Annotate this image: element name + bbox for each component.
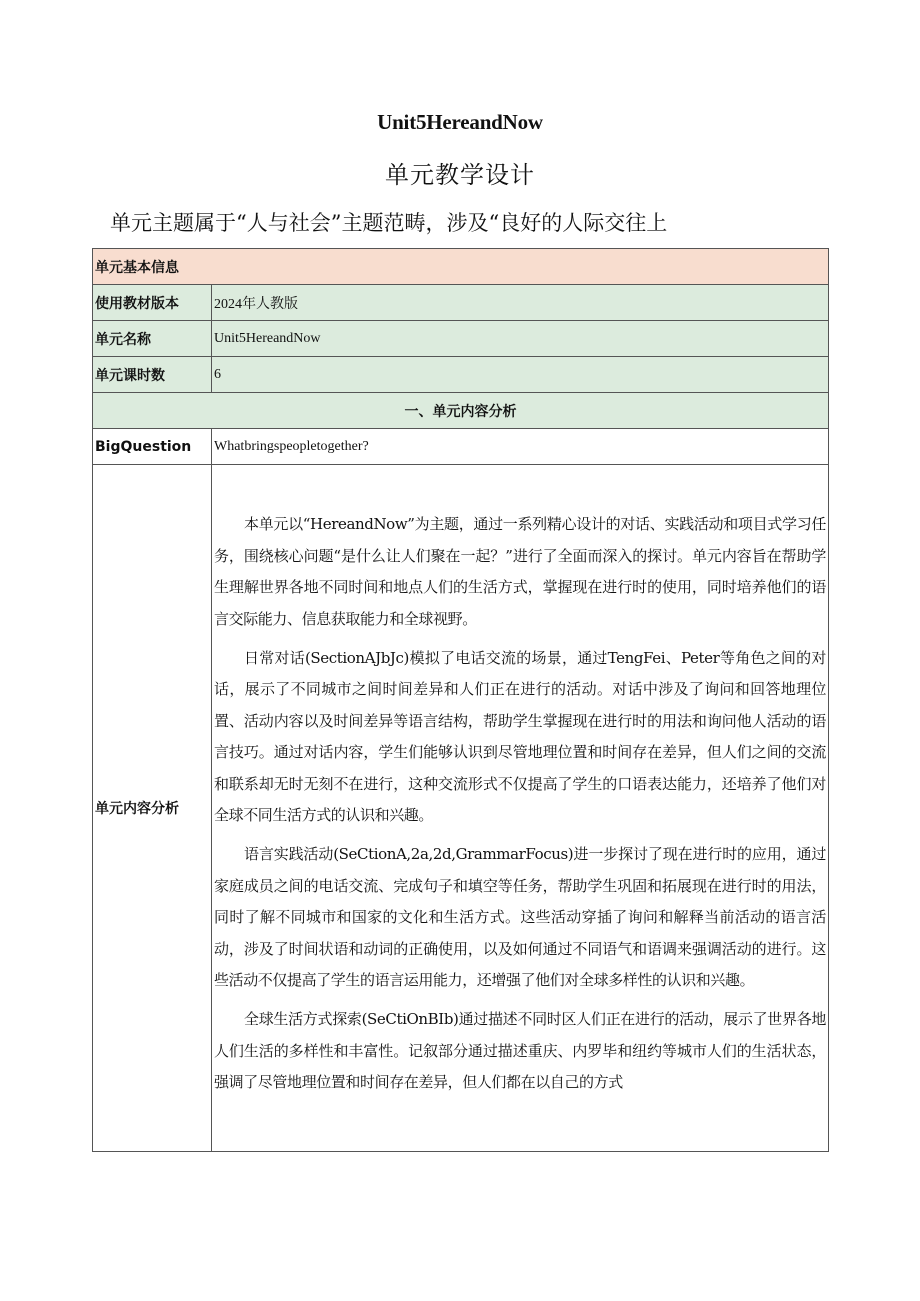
big-question-value: Whatbringspeopletogether? [212, 429, 829, 465]
row-unit-name [93, 321, 829, 357]
basic-info-label: 单元基本信息 [93, 249, 829, 285]
document-title-en: Unit5HereandNow [377, 110, 543, 134]
content-paragraph: 语言实践活动(SeCtionA,2a,2d,GrammarFocus)进一步探讨了现在进行时的应用，通过家庭成员之间的电话交流、完成句子和填空等任务，帮助学生巩固和拓展现在进行时的用法，同时了解不同城市和国家的文化和生活方式。这些活动穿插了询问和解释当前活动的语言活动，涉及了时间状语和动词的正确使用，以及如何通过不同语气和语调来强调活动的进行。这些活动不仅提高了学生的语言运用能力，还增强了他们对全球多样性的认识和兴趣。 [214, 845, 826, 990]
row-textbook [93, 285, 829, 321]
row-section-heading [93, 393, 829, 429]
content-paragraph: 日常对话(SectionAJbJc)模拟了电话交流的场景，通过TengFei、Peter等角色之间的对话，展示了不同城市之间时间差异和人们正在进行的活动。对话中涉及了询问和回答地理位置、活动内容以及时间差异等语言结构，帮助学生掌握现在进行时的用法和询问他人活动的语言技巧。通过对话内容，学生们能够认识到尽管地理位置和时间存在差异，但人们之间的交流和联系却无时无刻不在进行，这种交流形式不仅提高了学生的口语表达能力，还培养了他们对全球不同生活方式的认识和兴趣。 [214, 648, 826, 824]
hours-label: 单元课时数 [93, 357, 212, 393]
hours-value: 6 [212, 357, 829, 393]
big-question-label: BigQuestion [93, 429, 212, 465]
row-basic-info [93, 249, 829, 285]
textbook-label: 使用教材版本 [93, 285, 212, 321]
unit-design-table [92, 248, 829, 1152]
content-paragraph: 全球生活方式探索(SeCtiOnBIb)通过描述不同时区人们正在进行的活动，展示了世界各地人们生活的多样性和丰富性。记叙部分通过描述重庆、内罗毕和纽约等城市人们的生活状态，强调了尽管地理位置和时间存在差异，但人们都在以自己的方式 [214, 1010, 826, 1092]
unit-name-value: Unit5HereandNow [212, 321, 829, 357]
section-heading: 一、单元内容分析 [93, 393, 829, 429]
row-hours [93, 357, 829, 393]
content-analysis-label: 单元内容分析 [93, 465, 212, 1152]
unit-name-label: 单元名称 [93, 321, 212, 357]
textbook-value: 2024年人教版 [212, 285, 829, 321]
row-big-question [93, 429, 829, 465]
row-content-analysis [93, 465, 829, 1152]
content-analysis-body [212, 465, 829, 1152]
content-paragraph: 本单元以“HereandNow”为主题，通过一系列精心设计的对话、实践活动和项目式学习任务，围绕核心问题“是什么让人们聚在一起？”进行了全面而深入的探讨。单元内容旨在帮助学生理解世界各地不同时间和地点人们的生活方式，掌握现在进行时的使用，同时培养他们的语言交际能力、信息获取能力和全球视野。 [214, 515, 826, 628]
document-title-cn: 单元教学设计 [385, 161, 535, 189]
intro-line: 单元主题属于“人与社会”主题范畴，涉及“良好的人际交往上 [110, 211, 668, 235]
